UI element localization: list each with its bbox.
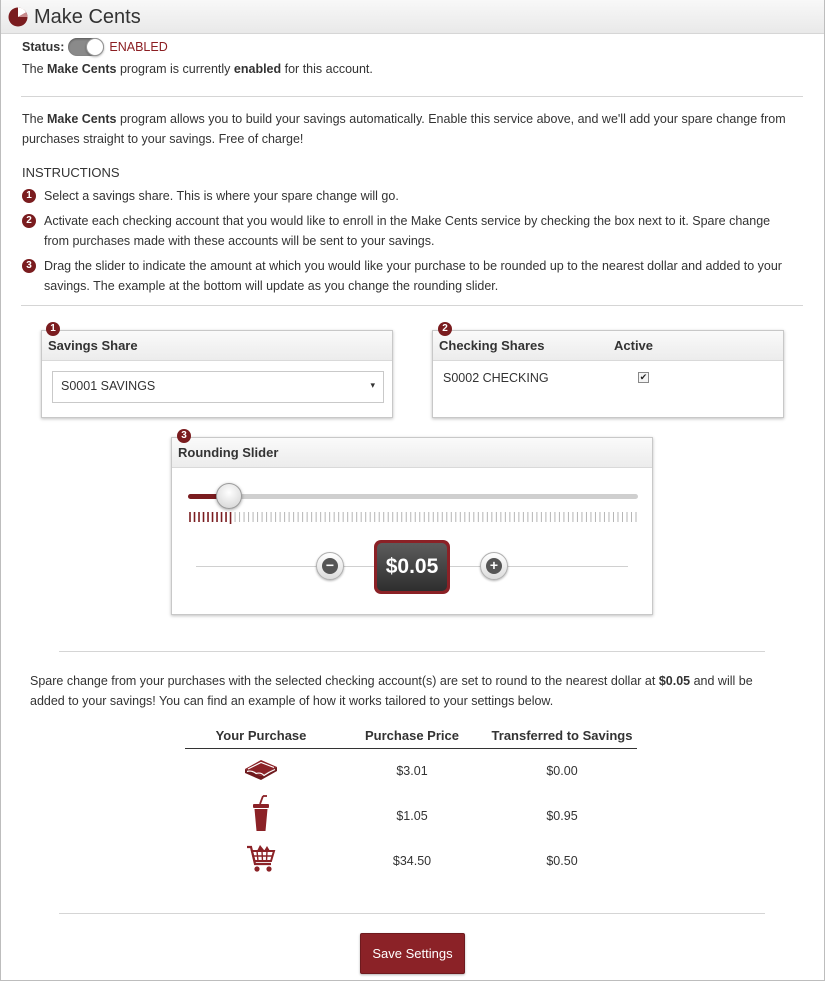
purchase-icon-cell [185,793,337,838]
checking-share-row [443,371,773,385]
slider-ticks [188,512,638,524]
purchase-price: $34.50 [392,853,432,868]
checking-shares-header [433,331,783,361]
instruction-step-1 [22,186,782,206]
summary-paragraph [30,671,790,711]
savings-share-panel [41,330,393,418]
dropdown-caret-icon: ▾ [370,380,375,390]
pie-chart-icon [8,7,28,27]
active-column-title: Active [614,338,654,353]
panel-number-badge: 3 [177,429,191,443]
active-checkbox[interactable]: ✔ [639,372,648,382]
panel-number-badge: 2 [438,322,452,336]
status-text-enabled: enabled [233,62,282,76]
instructions-heading: INSTRUCTIONS [22,165,120,180]
purchase-icon-cell [185,838,337,883]
decrease-button[interactable] [316,552,344,580]
purchase-icon-cell [185,748,337,793]
savings-share-title: Savings Share [42,331,392,361]
rounding-slider-title: Rounding Slider [172,438,652,468]
shopping-cart-icon [245,843,277,875]
status-row [22,38,168,56]
slider-handle[interactable] [216,483,242,509]
divider [21,305,803,306]
step-text: Select a savings share. This is where your spare change will go. [44,189,399,203]
checking-share-name: S0002 CHECKING [443,371,549,385]
savings-share-selected: S0001 SAVINGS [61,379,156,393]
checking-shares-title: Checking Shares [439,338,545,353]
step-text: Drag the slider to indicate the amount at which you would like your purchase to be rounded up to the nearest dollar and added to your savings. The example at the bottom will update as you change the rounding slider. [44,259,782,293]
intro-paragraph [22,109,807,149]
status-text-e: for this account. [281,62,373,76]
divider [21,96,803,97]
summary-text-c: and will be added to your savings! You can find an example of how it works tailored to your settings below. [30,674,753,708]
column-header: Transferred to Savings [487,728,637,748]
savings-share-select[interactable] [52,371,384,403]
status-text-a: The [22,62,48,76]
status-toggle[interactable] [68,38,104,56]
summary-amount: $0.05 [658,674,691,688]
sandwich-icon [242,756,280,782]
summary-text-a: Spare change from your purchases with the selected checking account(s) are set to round to the nearest dollar at [30,674,659,688]
rounding-value: $0.05 [377,543,447,591]
transferred-amount: $0.95 [546,808,578,823]
step-number-badge: 1 [22,189,36,203]
page-title: Make Cents [34,6,141,28]
intro-text-a: The [22,112,48,126]
status-text-c: program is currently [116,62,234,76]
checking-shares-panel [432,330,784,418]
toggle-knob[interactable] [86,38,104,56]
instruction-step-3 [22,256,782,296]
table-row [185,838,637,883]
purchase-price: $3.01 [396,763,428,778]
status-label: Status: [22,40,65,54]
table-row [185,748,637,793]
purchase-price: $1.05 [396,808,428,823]
status-text-program: Make Cents [47,62,117,76]
column-header: Your Purchase [185,728,337,748]
increase-button[interactable] [480,552,508,580]
instruction-step-2 [22,211,782,251]
table-row [185,793,637,838]
example-table [185,728,637,883]
intro-text-program: Make Cents [47,112,117,126]
step-number-badge: 2 [22,214,36,228]
drink-cup-icon [251,795,271,833]
status-description [22,62,373,76]
rounding-slider-panel [171,437,653,615]
rounding-value-display [374,540,450,594]
intro-text-c: program allows you to build your savings automatically. Enable this service above, and we'll add your spare change from purchases straight to your savings. Free of charge! [22,112,786,146]
divider [59,913,765,914]
divider [59,651,765,652]
transferred-amount: $0.50 [546,853,578,868]
title-bar [1,0,824,34]
transferred-amount: $0.00 [546,763,578,778]
column-header: Purchase Price [337,728,487,748]
plus-icon: + [486,558,502,574]
table-header-row [185,728,637,748]
step-number-badge: 3 [22,259,36,273]
panel-number-badge: 1 [46,322,60,336]
slider-track[interactable] [188,494,638,499]
save-settings-button[interactable]: Save Settings [360,933,465,974]
status-value: ENABLED [109,40,168,54]
minus-icon: − [322,558,338,574]
step-text: Activate each checking account that you would like to enroll in the Make Cents service by checking the box next to it. Spare change from purchases made with these accounts will be sent to your savings. [44,214,771,248]
